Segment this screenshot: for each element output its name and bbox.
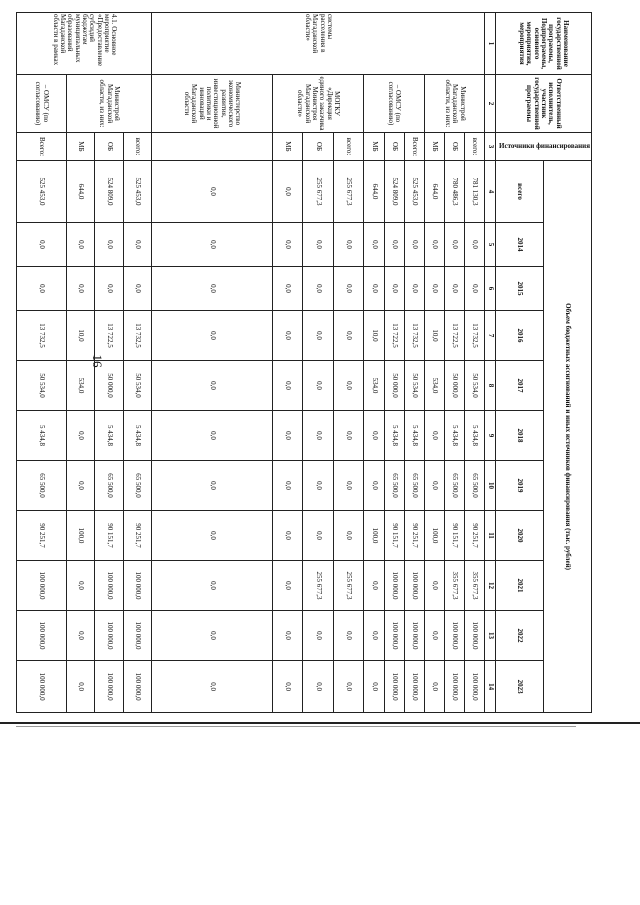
value-cell: 0,0 [424,461,444,511]
value-cell: 0,0 [152,361,272,411]
header-funding-source [495,133,591,161]
value-cell: 0,0 [152,511,272,561]
value-cell: 0,0 [152,311,272,361]
value-cell: 255 677,3 [303,561,334,611]
funding-source-cell: всего: [465,133,485,161]
value-cell: 10,0 [424,311,444,361]
executor-cell: – ОМСУ (по согласованию) [364,75,424,133]
value-cell: 644,0 [364,161,384,223]
value-cell: 100,0 [364,511,384,561]
value-cell: 0,0 [303,661,334,713]
value-cell: 0,0 [333,411,364,461]
value-cell: 90 251,7 [123,511,152,561]
value-cell: 100 000,0 [384,661,404,713]
funding-source-cell: Всего: [404,133,424,161]
column-number: 7 [485,311,495,361]
value-cell: 0,0 [303,267,334,311]
value-cell: 0,0 [445,267,465,311]
value-cell: 0,0 [404,223,424,267]
funding-source-cell [152,133,272,161]
header-executor: Ответственный исполнитель, участник государственной программы [495,75,591,133]
column-number: 4 [485,161,495,223]
value-cell: 0,0 [364,223,384,267]
value-cell: 100 000,0 [17,561,66,611]
separator-line-thin [16,726,576,727]
funding-source-cell: ОБ [445,133,465,161]
value-cell: 0,0 [66,267,95,311]
funding-source-cell: МБ [66,133,95,161]
header-year: 2023 [495,661,543,713]
value-cell: 524 809,0 [384,161,404,223]
value-cell: 50 534,0 [404,361,424,411]
value-cell: 0,0 [152,461,272,511]
executor-cell: МОГКУ «Дирекция единого заказчика Министроя Магаданской области» [272,75,364,133]
value-cell: 100 000,0 [95,661,124,713]
funding-source-cell: ОБ [303,133,334,161]
value-cell: 100,0 [424,511,444,561]
value-cell: 0,0 [95,267,124,311]
table-row [465,13,485,713]
funding-source-cell: МБ [364,133,384,161]
value-cell: 13 732,5 [465,311,485,361]
header-year: 2017 [495,361,543,411]
program-name-cell: 4.1. Основное мероприятие «Предоставление субсидий бюджетам муниципальных образований Магаданской области в рамках [17,13,152,75]
value-cell: 100 000,0 [384,561,404,611]
header-program-name: Наименование государственной программы, Подпрограммы, основного мероприятия, мероприятия [495,13,591,75]
value-cell: 50 534,0 [465,361,485,411]
value-cell: 0,0 [272,511,303,561]
value-cell: 644,0 [424,161,444,223]
value-cell: 525 453,0 [123,161,152,223]
value-cell: 355 677,3 [465,561,485,611]
value-cell: 0,0 [272,611,303,661]
header-funding-source-label: Источники финансирования [499,141,590,150]
value-cell: 5 434,8 [95,411,124,461]
value-cell: 0,0 [152,611,272,661]
funding-source-cell: всего: [123,133,152,161]
column-number: 13 [485,611,495,661]
value-cell: 100 000,0 [384,611,404,661]
table-row [404,13,424,713]
value-cell: 5 434,8 [384,411,404,461]
header-year: 2016 [495,311,543,361]
value-cell: 13 732,5 [17,311,66,361]
table-row [17,13,66,713]
value-cell: 0,0 [303,311,334,361]
value-cell: 0,0 [272,361,303,411]
value-cell: 525 453,0 [17,161,66,223]
value-cell: 100 000,0 [404,661,424,713]
value-cell: 0,0 [424,411,444,461]
value-cell: 0,0 [66,461,95,511]
separator-line [0,722,640,724]
column-number: 1 [485,13,495,75]
value-cell: 50 000,0 [95,361,124,411]
value-cell: 355 677,3 [445,561,465,611]
value-cell: 90 251,7 [404,511,424,561]
value-cell: 5 434,8 [123,411,152,461]
value-cell: 0,0 [364,411,384,461]
value-cell: 0,0 [152,661,272,713]
value-cell: 100 000,0 [123,661,152,713]
value-cell: 50 000,0 [384,361,404,411]
value-cell: 0,0 [333,511,364,561]
header-funding-title: Объем бюджетных ассигнований и иных источников финансирования (тыс. рублей) [543,161,591,713]
value-cell: 255 677,3 [303,161,334,223]
executor-cell: Министрой Магаданской области, из них: [424,75,484,133]
value-cell: 0,0 [272,311,303,361]
header-total: всего [495,161,543,223]
budget-funding-table [16,12,592,713]
value-cell: 0,0 [66,411,95,461]
page-number: 16 [90,354,105,368]
value-cell: 100 000,0 [17,661,66,713]
value-cell: 255 677,3 [333,161,364,223]
value-cell: 65 500,0 [404,461,424,511]
value-cell: 65 500,0 [95,461,124,511]
funding-source-cell: МБ [424,133,444,161]
column-number: 3 [485,133,495,161]
value-cell: 0,0 [333,661,364,713]
value-cell: 50 534,0 [17,361,66,411]
value-cell: 100 000,0 [404,561,424,611]
value-cell: 0,0 [123,223,152,267]
value-cell: 0,0 [152,411,272,461]
value-cell: 0,0 [303,611,334,661]
header-year: 2018 [495,411,543,461]
header-year: 2021 [495,561,543,611]
table-row [152,13,272,713]
value-cell: 0,0 [333,223,364,267]
value-cell: 65 500,0 [465,461,485,511]
value-cell: 5 434,8 [17,411,66,461]
value-cell: 0,0 [303,461,334,511]
value-cell: 100 000,0 [123,611,152,661]
column-number: 5 [485,223,495,267]
value-cell: 50 534,0 [123,361,152,411]
value-cell: 780 486,3 [445,161,465,223]
value-cell: 65 500,0 [123,461,152,511]
value-cell: 0,0 [424,267,444,311]
value-cell: 0,0 [384,223,404,267]
value-cell: 0,0 [272,223,303,267]
value-cell: 0,0 [364,561,384,611]
value-cell: 65 500,0 [17,461,66,511]
value-cell: 0,0 [66,661,95,713]
value-cell: 0,0 [364,461,384,511]
value-cell: 13 732,5 [123,311,152,361]
value-cell: 100 000,0 [445,661,465,713]
value-cell: 100 000,0 [404,611,424,661]
value-cell: 65 500,0 [384,461,404,511]
value-cell: 0,0 [272,267,303,311]
value-cell: 0,0 [272,561,303,611]
value-cell: 534,0 [424,361,444,411]
value-cell: 0,0 [333,611,364,661]
value-cell: 90 151,7 [95,511,124,561]
value-cell: 534,0 [66,361,95,411]
value-cell: 10,0 [66,311,95,361]
rotated-page-container [34,12,592,712]
value-cell: 0,0 [424,611,444,661]
value-cell: 0,0 [364,661,384,713]
value-cell: 0,0 [272,161,303,223]
value-cell: 0,0 [303,411,334,461]
column-number: 9 [485,411,495,461]
value-cell: 0,0 [17,267,66,311]
table-row [123,13,152,713]
value-cell: 0,0 [384,267,404,311]
value-cell: 13 732,5 [404,311,424,361]
column-number: 14 [485,661,495,713]
value-cell: 0,0 [303,361,334,411]
value-cell: 0,0 [465,267,485,311]
value-cell: 90 251,7 [465,511,485,561]
value-cell: 0,0 [272,411,303,461]
table-row [333,13,364,713]
header-year: 2020 [495,511,543,561]
value-cell: 13 722,5 [384,311,404,361]
value-cell: 5 434,8 [404,411,424,461]
value-cell: 0,0 [424,561,444,611]
value-cell: 644,0 [66,161,95,223]
value-cell: 0,0 [404,267,424,311]
executor-cell: – ОМСУ (по согласованию) [17,75,66,133]
funding-source-cell: ОБ [95,133,124,161]
value-cell: 0,0 [333,311,364,361]
value-cell: 0,0 [424,661,444,713]
value-cell: 90 251,7 [17,511,66,561]
value-cell: 100 000,0 [465,661,485,713]
funding-source-cell: Всего: [17,133,66,161]
column-number: 12 [485,561,495,611]
value-cell: 100 000,0 [465,611,485,661]
value-cell: 50 000,0 [445,361,465,411]
value-cell: 100 000,0 [445,611,465,661]
value-cell: 0,0 [303,223,334,267]
value-cell: 5 434,8 [445,411,465,461]
value-cell: 10,0 [364,311,384,361]
value-cell: 0,0 [95,223,124,267]
value-cell: 781 130,3 [465,161,485,223]
value-cell: 0,0 [152,267,272,311]
value-cell: 0,0 [272,661,303,713]
header-year: 2022 [495,611,543,661]
funding-source-cell: МБ [272,133,303,161]
value-cell: 525 453,0 [404,161,424,223]
header-year: 2014 [495,223,543,267]
value-cell: 524 809,0 [95,161,124,223]
value-cell: 534,0 [364,361,384,411]
value-cell: 13 722,5 [445,311,465,361]
value-cell: 0,0 [303,511,334,561]
value-cell: 0,0 [152,561,272,611]
value-cell: 0,0 [445,223,465,267]
column-number: 10 [485,461,495,511]
value-cell: 0,0 [66,611,95,661]
column-number: 8 [485,361,495,411]
funding-source-cell: всего: [333,133,364,161]
executor-cell: Министрой Магаданской области, из них: [66,75,152,133]
value-cell: 65 500,0 [445,461,465,511]
value-cell: 100,0 [66,511,95,561]
value-cell: 0,0 [333,461,364,511]
value-cell: 0,0 [66,223,95,267]
value-cell: 100 000,0 [17,611,66,661]
header-year: 2019 [495,461,543,511]
column-number: 6 [485,267,495,311]
value-cell: 0,0 [333,267,364,311]
value-cell: 0,0 [272,461,303,511]
funding-source-cell: ОБ [384,133,404,161]
column-number: 11 [485,511,495,561]
value-cell: 90 151,7 [384,511,404,561]
value-cell: 5 434,8 [465,411,485,461]
value-cell: 100 000,0 [95,561,124,611]
value-cell: 0,0 [66,561,95,611]
value-cell: 100 000,0 [95,611,124,661]
value-cell: 0,0 [123,267,152,311]
value-cell: 0,0 [424,223,444,267]
value-cell: 100 000,0 [123,561,152,611]
header-year: 2015 [495,267,543,311]
value-cell: 0,0 [152,161,272,223]
value-cell: 0,0 [364,267,384,311]
value-cell: 0,0 [17,223,66,267]
program-name-cell: системы расселения в Магаданской области» [152,13,485,75]
value-cell: 0,0 [152,223,272,267]
value-cell: 255 677,3 [333,561,364,611]
value-cell: 13 722,5 [95,311,124,361]
value-cell: 90 151,7 [445,511,465,561]
executor-cell: Министерство экономического развития, инвестиционной политики и инноваций Магаданской области [152,75,272,133]
value-cell: 0,0 [465,223,485,267]
column-number: 2 [485,75,495,133]
value-cell: 0,0 [364,611,384,661]
value-cell: 0,0 [333,361,364,411]
